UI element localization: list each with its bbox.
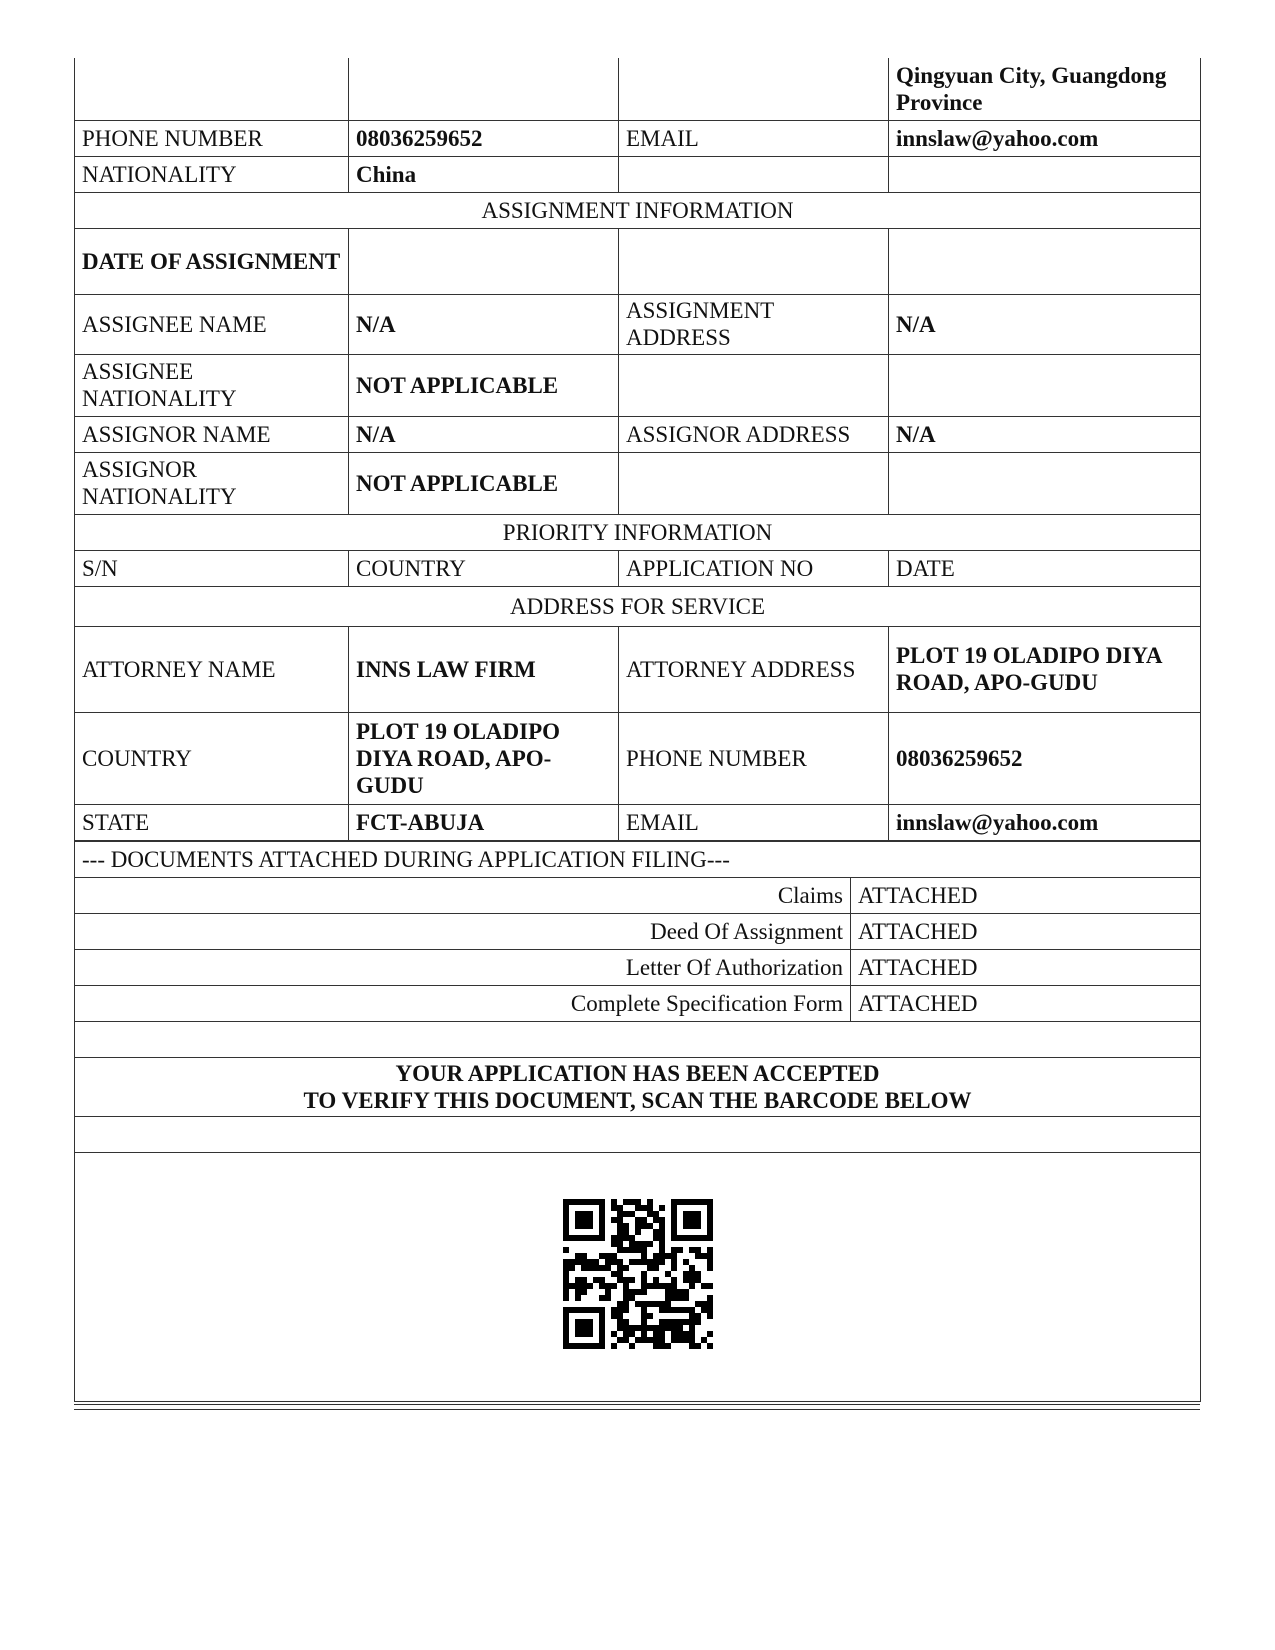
qr-code-cell: [75, 1152, 1201, 1401]
email-value: innslaw@yahoo.com: [889, 120, 1201, 156]
empty-cell: [619, 228, 889, 294]
documents-table: [74, 841, 1201, 1402]
attorney-address-value: PLOT 19 OLADIPO DIYA ROAD, APO-GUDU: [889, 626, 1201, 712]
assignor-address-value: N/A: [889, 416, 1201, 452]
attorney-name-label: ATTORNEY NAME: [75, 626, 349, 712]
document-row: [75, 913, 1201, 949]
empty-cell: [619, 452, 889, 514]
document-status: ATTACHED: [851, 985, 1201, 1021]
phone-number-label: PHONE NUMBER: [75, 120, 349, 156]
assignment-section-title: ASSIGNMENT INFORMATION: [75, 192, 1201, 228]
application-document: [74, 58, 1200, 1410]
priority-col-country: COUNTRY: [349, 550, 619, 586]
empty-row: [75, 1116, 1201, 1152]
service-phone-value: 08036259652: [889, 712, 1201, 804]
acceptance-notice: [75, 1057, 1201, 1116]
service-email-value: innslaw@yahoo.com: [889, 804, 1201, 840]
nationality-label: NATIONALITY: [75, 156, 349, 192]
service-email-label: EMAIL: [619, 804, 889, 840]
attorney-name-value: INNS LAW FIRM: [349, 626, 619, 712]
assignee-name-label: ASSIGNEE NAME: [75, 294, 349, 354]
document-row: [75, 877, 1201, 913]
accepted-line: YOUR APPLICATION HAS BEEN ACCEPTED: [395, 1060, 880, 1086]
empty-cell: [889, 354, 1201, 416]
priority-section-title: PRIORITY INFORMATION: [75, 514, 1201, 550]
applicant-cell-empty: [349, 58, 619, 120]
empty-cell: [889, 156, 1201, 192]
assignor-nationality-value: NOT APPLICABLE: [349, 452, 619, 514]
document-status: ATTACHED: [851, 949, 1201, 985]
assignment-address-value: N/A: [889, 294, 1201, 354]
document-name: Letter Of Authorization: [75, 949, 851, 985]
email-label: EMAIL: [619, 120, 889, 156]
empty-cell: [619, 354, 889, 416]
priority-col-sn: S/N: [75, 550, 349, 586]
assignee-nationality-value: NOT APPLICABLE: [349, 354, 619, 416]
document-name: Deed Of Assignment: [75, 913, 851, 949]
applicant-cell-empty: [619, 58, 889, 120]
verify-line: TO VERIFY THIS DOCUMENT, SCAN THE BARCODE BELOW: [303, 1087, 972, 1113]
applicant-address-tail: Qingyuan City, Guangdong Province: [889, 58, 1201, 120]
phone-number-value: 08036259652: [349, 120, 619, 156]
bottom-rule: [74, 1404, 1200, 1410]
qr-code-icon: [563, 1199, 713, 1349]
applicant-cell-empty: [75, 58, 349, 120]
empty-cell: [889, 228, 1201, 294]
document-row: [75, 949, 1201, 985]
document-row: [75, 985, 1201, 1021]
assignee-name-value: N/A: [349, 294, 619, 354]
priority-col-date: DATE: [889, 550, 1201, 586]
document-name: Complete Specification Form: [75, 985, 851, 1021]
assignor-address-label: ASSIGNOR ADDRESS: [619, 416, 889, 452]
application-table: [74, 58, 1201, 841]
nationality-value: China: [349, 156, 619, 192]
empty-cell: [619, 156, 889, 192]
priority-col-application-no: APPLICATION NO: [619, 550, 889, 586]
document-status: ATTACHED: [851, 913, 1201, 949]
assignment-address-label: ASSIGNMENT ADDRESS: [619, 294, 889, 354]
empty-row: [75, 1021, 1201, 1057]
empty-cell: [889, 452, 1201, 514]
assignor-nationality-label: ASSIGNOR NATIONALITY: [75, 452, 349, 514]
documents-section-title: --- DOCUMENTS ATTACHED DURING APPLICATION FILING---: [75, 841, 1201, 877]
date-of-assignment-value: [349, 228, 619, 294]
service-country-value: PLOT 19 OLADIPO DIYA ROAD, APO-GUDU: [349, 712, 619, 804]
service-country-label: COUNTRY: [75, 712, 349, 804]
assignee-nationality-label: ASSIGNEE NATIONALITY: [75, 354, 349, 416]
service-state-value: FCT-ABUJA: [349, 804, 619, 840]
service-state-label: STATE: [75, 804, 349, 840]
document-name: Claims: [75, 877, 851, 913]
assignor-name-label: ASSIGNOR NAME: [75, 416, 349, 452]
date-of-assignment-label: DATE OF ASSIGNMENT: [75, 228, 349, 294]
service-section-title: ADDRESS FOR SERVICE: [75, 586, 1201, 626]
document-status: ATTACHED: [851, 877, 1201, 913]
assignor-name-value: N/A: [349, 416, 619, 452]
service-phone-label: PHONE NUMBER: [619, 712, 889, 804]
attorney-address-label: ATTORNEY ADDRESS: [619, 626, 889, 712]
